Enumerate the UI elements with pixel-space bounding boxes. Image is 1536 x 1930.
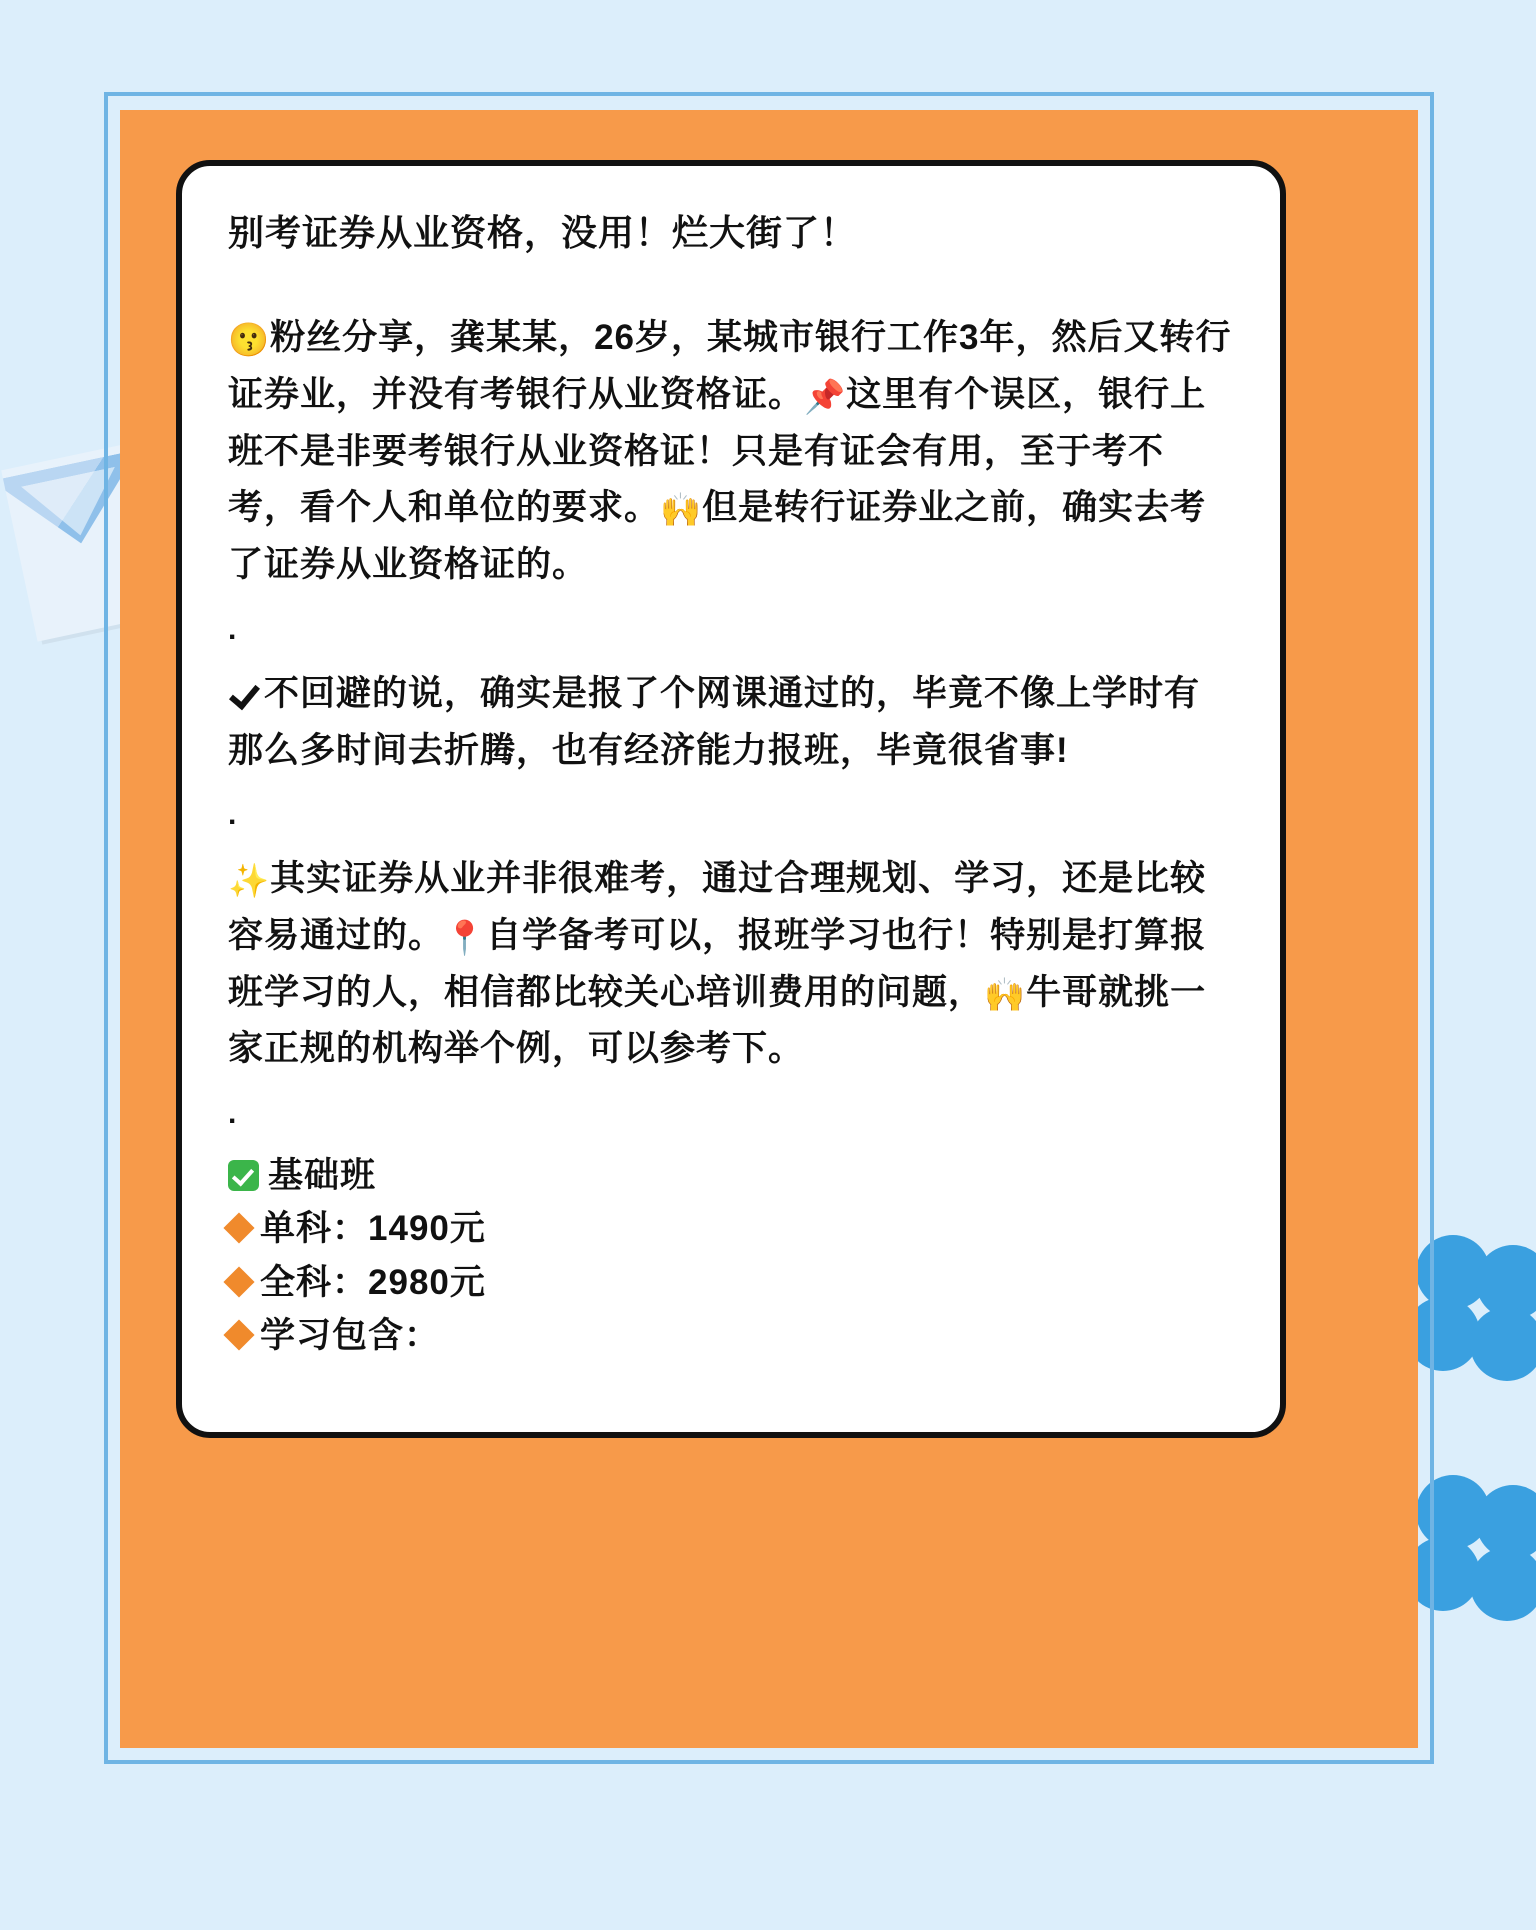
post-card	[176, 160, 1286, 1438]
orange-diamond-icon	[223, 1319, 254, 1350]
course-item-1	[228, 1202, 1234, 1255]
raising-hands-emoji-2: 🙌	[984, 975, 1027, 1013]
separator-dot-2: .	[228, 798, 237, 832]
orange-diamond-icon	[223, 1266, 254, 1297]
paragraph-2	[228, 666, 1234, 779]
round-pushpin-emoji: 📍	[444, 918, 487, 956]
separator-dot-3: .	[228, 1096, 237, 1130]
pushpin-emoji: 📌	[804, 378, 847, 416]
course-item-1-value: 1490元	[368, 1209, 486, 1249]
paragraph-1-segment-2: 这里有个误区，银行上班不是非要考银行从业资格证！只是有证会有用，至于考不考，看个人和单位的要求。	[228, 375, 1207, 528]
paragraph-3-segment-1: 其实证券从业并非很难考，通过合理规划、学习，还是比较容易通过的。	[228, 859, 1207, 955]
course-item-3-label: 学习包含：	[260, 1315, 441, 1355]
check-mark-icon	[228, 678, 258, 708]
course-item-3	[228, 1309, 1234, 1362]
paragraph-3-segment-2: 自学备考可以，报班学习也行！特别是打算报班学习的人，相信都比较关心培训费用的问题，	[228, 915, 1207, 1012]
course-item-2	[228, 1256, 1234, 1309]
paragraph-1-segment-1: 粉丝分享，龚某某，26岁，某城市银行工作3年，然后又转行证券业，并没有考银行从业资格证。	[228, 318, 1232, 415]
paragraph-1-segment-3: 但是转行证券业之前，确实去考了证券从业资格证的。	[228, 488, 1207, 585]
green-check-badge-icon	[228, 1160, 259, 1191]
page-title: 别考证券从业资格，没用！烂大街了！	[228, 212, 858, 253]
paragraph-2-text: 不回避的说，确实是报了个网课通过的，毕竟不像上学时有那么多时间去折腾，也有经济能力报班，毕竟很省事!	[228, 673, 1201, 770]
course-name-label: 基础班	[268, 1155, 377, 1195]
sparkles-emoji: ✨	[228, 862, 271, 900]
separator-dot-1: .	[228, 612, 237, 646]
paragraph-3	[228, 851, 1234, 1078]
course-item-2-label: 全科：	[260, 1262, 369, 1302]
paragraph-3-segment-3: 牛哥就挑一家正规的机构举个例，可以参考下。	[228, 972, 1207, 1069]
raising-hands-emoji: 🙌	[660, 491, 703, 529]
course-name	[228, 1150, 1234, 1203]
course-item-1-label: 单科：	[260, 1209, 369, 1249]
paragraph-1	[228, 310, 1234, 593]
orange-diamond-icon	[223, 1213, 254, 1244]
course-item-2-value: 2980元	[368, 1262, 486, 1302]
kissing-face-emoji: 😗	[228, 321, 271, 359]
